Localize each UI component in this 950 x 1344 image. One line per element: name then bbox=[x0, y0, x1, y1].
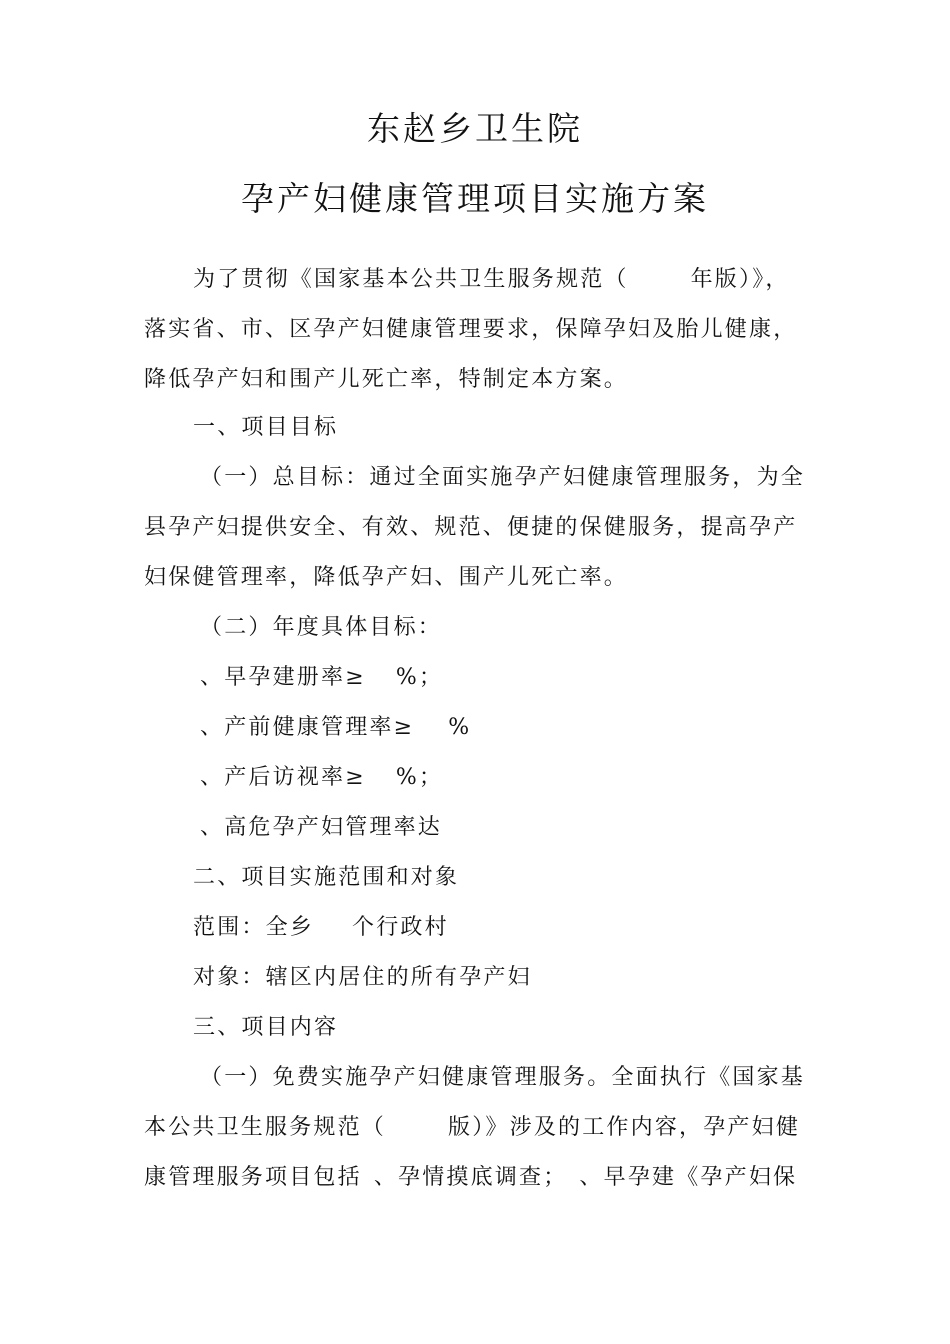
scope-text: 个行政村 bbox=[352, 915, 449, 940]
document-title-hospital: 东赵乡卫生院 bbox=[367, 109, 583, 148]
content-line-1: （一）免费实施孕产妇健康管理服务。全面执行《国家基 bbox=[200, 1065, 806, 1090]
target-item bbox=[200, 813, 442, 843]
target-label: 、产后访视率≥ bbox=[200, 765, 366, 790]
target-unit: %； bbox=[395, 665, 444, 690]
target-population-line: 对象：辖区内居住的所有孕产妇 bbox=[193, 965, 532, 990]
overall-goal-line-3: 妇保健管理率，降低孕产妇、围产儿死亡率。 bbox=[144, 565, 629, 590]
target-item bbox=[200, 763, 443, 793]
target-label: 、早孕建册率≥ bbox=[200, 665, 366, 690]
target-item bbox=[200, 713, 471, 743]
overall-goal-line-1: （一）总目标：通过全面实施孕产妇健康管理服务，为全 bbox=[200, 465, 806, 490]
intro-text: 为了贯彻《国家基本公共卫生服务规范（ bbox=[193, 267, 629, 292]
target-label: 、产前健康管理率≥ bbox=[200, 715, 415, 740]
intro-line-2: 落实省、市、区孕产妇健康管理要求，保障孕妇及胎儿健康， bbox=[144, 317, 798, 342]
scope-text: 范围：全乡 bbox=[193, 915, 315, 940]
target-label: 、高危孕产妇管理率达 bbox=[200, 815, 443, 840]
content-text: 康管理服务项目包括 bbox=[144, 1165, 362, 1190]
content-text: 本公共卫生服务规范（ bbox=[144, 1115, 387, 1140]
intro-text: 年版）》， bbox=[690, 267, 790, 292]
content-line-2 bbox=[144, 1113, 800, 1143]
content-line-3 bbox=[144, 1163, 797, 1193]
content-text: 版）》涉及的工作内容，孕产妇健 bbox=[448, 1115, 801, 1140]
annual-goal-heading: （二）年度具体目标： bbox=[200, 615, 443, 640]
section-1-heading: 一、项目目标 bbox=[193, 415, 339, 440]
intro-line-1 bbox=[193, 265, 790, 295]
document-title-plan: 孕产妇健康管理项目实施方案 bbox=[241, 179, 709, 218]
target-item bbox=[200, 663, 443, 693]
target-unit: %； bbox=[395, 765, 444, 790]
section-3-heading: 三、项目内容 bbox=[193, 1015, 339, 1040]
content-text: 、孕情摸底调查； bbox=[373, 1165, 568, 1190]
section-2-heading: 二、项目实施范围和对象 bbox=[193, 865, 460, 890]
overall-goal-line-2: 县孕产妇提供安全、有效、规范、便捷的保健服务，提高孕产 bbox=[144, 515, 798, 540]
target-unit: % bbox=[448, 715, 472, 740]
content-text: 、早孕建《孕产妇保 bbox=[579, 1165, 798, 1190]
scope-line bbox=[193, 913, 449, 943]
intro-line-3: 降低孕产妇和围产儿死亡率，特制定本方案。 bbox=[144, 367, 629, 392]
